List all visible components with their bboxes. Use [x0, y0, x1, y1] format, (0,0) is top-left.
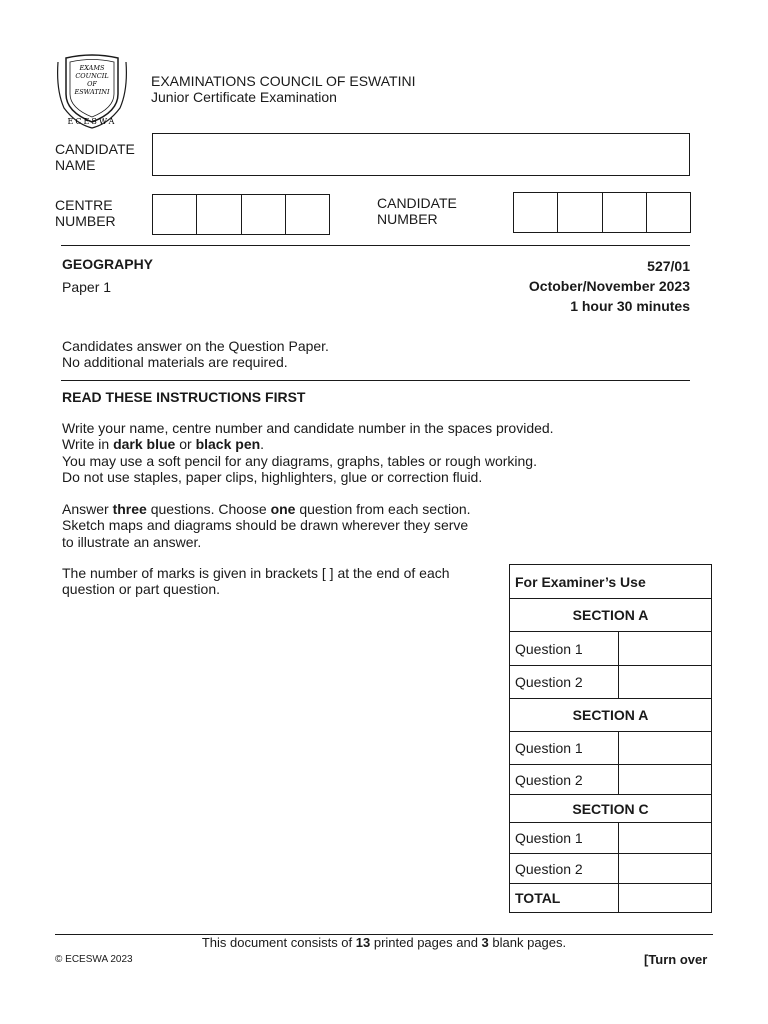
score-cell[interactable]	[619, 732, 712, 765]
table-row	[510, 599, 712, 632]
question-label: Question 2	[510, 854, 619, 884]
table-row	[510, 795, 712, 823]
table-row	[510, 854, 712, 884]
centre-number-digit-box[interactable]	[196, 195, 240, 234]
eceswa-crest-logo	[52, 50, 132, 130]
instruction-emphasis: black pen	[195, 436, 261, 452]
candidate-number-label-line1: CANDIDATE	[377, 195, 457, 211]
instruction-line: Sketch maps and diagrams should be drawn wherever they serve	[62, 517, 469, 533]
instruction-emphasis: three	[112, 501, 147, 517]
instruction-line: The number of marks is given in brackets [ ] at the end of each	[62, 565, 450, 581]
page-count-note	[0, 935, 768, 950]
paper-number: Paper 1	[62, 279, 112, 295]
instruction-text: Write in	[62, 436, 114, 452]
logo-ribbon: ECESWA	[67, 117, 117, 126]
candidate-name-label-line2: NAME	[55, 157, 96, 173]
turn-over: [Turn over	[644, 952, 708, 967]
exam-duration: 1 hour 30 minutes	[570, 298, 690, 314]
footer-text: This document consists of	[201, 935, 356, 950]
question-label: Question 2	[510, 765, 619, 795]
question-label: Question 2	[510, 666, 619, 699]
centre-number-label-line2: NUMBER	[55, 213, 116, 229]
score-cell[interactable]	[619, 632, 712, 666]
exam-session: October/November 2023	[528, 278, 690, 294]
table-row	[510, 565, 712, 599]
copyright: © ECESWA 2023	[55, 954, 133, 965]
question-label: Question 1	[510, 732, 619, 765]
candidate-number-digit-box[interactable]	[514, 193, 557, 232]
exam-type: Junior Certificate Examination	[151, 89, 337, 105]
score-cell[interactable]	[619, 823, 712, 854]
subject-title: GEOGRAPHY	[62, 256, 154, 272]
divider	[61, 245, 690, 246]
centre-number-label-line1: CENTRE	[55, 197, 113, 213]
table-row	[510, 732, 712, 765]
section-header: SECTION A	[510, 599, 712, 632]
score-cell[interactable]	[619, 854, 712, 884]
footer-text: printed pages and	[370, 935, 482, 950]
council-name: EXAMINATIONS COUNCIL OF ESWATINI	[151, 73, 416, 89]
instruction-line: question or part question.	[62, 581, 220, 597]
candidate-number-field[interactable]	[513, 192, 691, 233]
logo-line-3: OF	[87, 80, 97, 88]
instruction-text: Answer	[62, 501, 113, 517]
candidate-number-digit-box[interactable]	[602, 193, 646, 232]
table-row	[510, 884, 712, 913]
table-row	[510, 699, 712, 732]
footer-text: blank pages.	[488, 935, 567, 950]
question-label: Question 1	[510, 632, 619, 666]
printed-pages-count: 13	[355, 935, 371, 950]
instruction-line	[62, 501, 471, 517]
instruction-text: .	[260, 436, 265, 452]
instruction-line	[62, 436, 264, 452]
instruction-line: Write your name, centre number and candidate number in the spaces provided.	[62, 420, 554, 436]
logo-line-2: COUNCIL	[75, 72, 109, 80]
total-label: TOTAL	[510, 884, 619, 913]
instruction-text: questions. Choose	[146, 501, 271, 517]
section-header: SECTION A	[510, 699, 712, 732]
centre-number-label	[55, 197, 116, 229]
instruction-line: to illustrate an answer.	[62, 534, 202, 550]
instructions-heading: READ THESE INSTRUCTIONS FIRST	[62, 389, 306, 405]
table-row	[510, 666, 712, 699]
instruction-text: or	[175, 436, 196, 452]
logo-line-4: ESWATINI	[74, 88, 110, 96]
centre-number-field[interactable]	[152, 194, 330, 235]
candidate-name-field[interactable]	[152, 133, 690, 176]
instruction-text: question from each section.	[295, 501, 471, 517]
candidate-number-digit-box[interactable]	[646, 193, 690, 232]
materials-line-1: Candidates answer on the Question Paper.	[62, 338, 329, 354]
instruction-line: You may use a soft pencil for any diagrams, graphs, tables or rough working.	[62, 453, 537, 469]
centre-number-digit-box[interactable]	[153, 195, 196, 234]
instruction-emphasis: one	[270, 501, 296, 517]
paper-code: 527/01	[647, 258, 690, 274]
blank-pages-count: 3	[481, 935, 489, 950]
score-cell[interactable]	[619, 765, 712, 795]
candidate-number-label-line2: NUMBER	[377, 211, 438, 227]
score-cell[interactable]	[619, 666, 712, 699]
candidate-name-label-line1: CANDIDATE	[55, 141, 135, 157]
divider	[61, 380, 690, 381]
instruction-emphasis: dark blue	[113, 436, 176, 452]
candidate-name-label	[55, 141, 135, 173]
centre-number-digit-box[interactable]	[285, 195, 329, 234]
examiner-use-table	[509, 564, 712, 913]
table-row	[510, 765, 712, 795]
centre-number-digit-box[interactable]	[241, 195, 285, 234]
candidate-number-digit-box[interactable]	[557, 193, 601, 232]
table-row	[510, 632, 712, 666]
section-header: SECTION C	[510, 795, 712, 823]
question-label: Question 1	[510, 823, 619, 854]
total-score-cell[interactable]	[619, 884, 712, 913]
table-row	[510, 823, 712, 854]
examiner-table-title: For Examiner’s Use	[510, 565, 712, 599]
instruction-line: Do not use staples, paper clips, highlighters, glue or correction fluid.	[62, 469, 483, 485]
logo-line-1: EXAMS	[79, 64, 105, 72]
candidate-number-label	[377, 195, 457, 227]
materials-line-2: No additional materials are required.	[62, 354, 288, 370]
